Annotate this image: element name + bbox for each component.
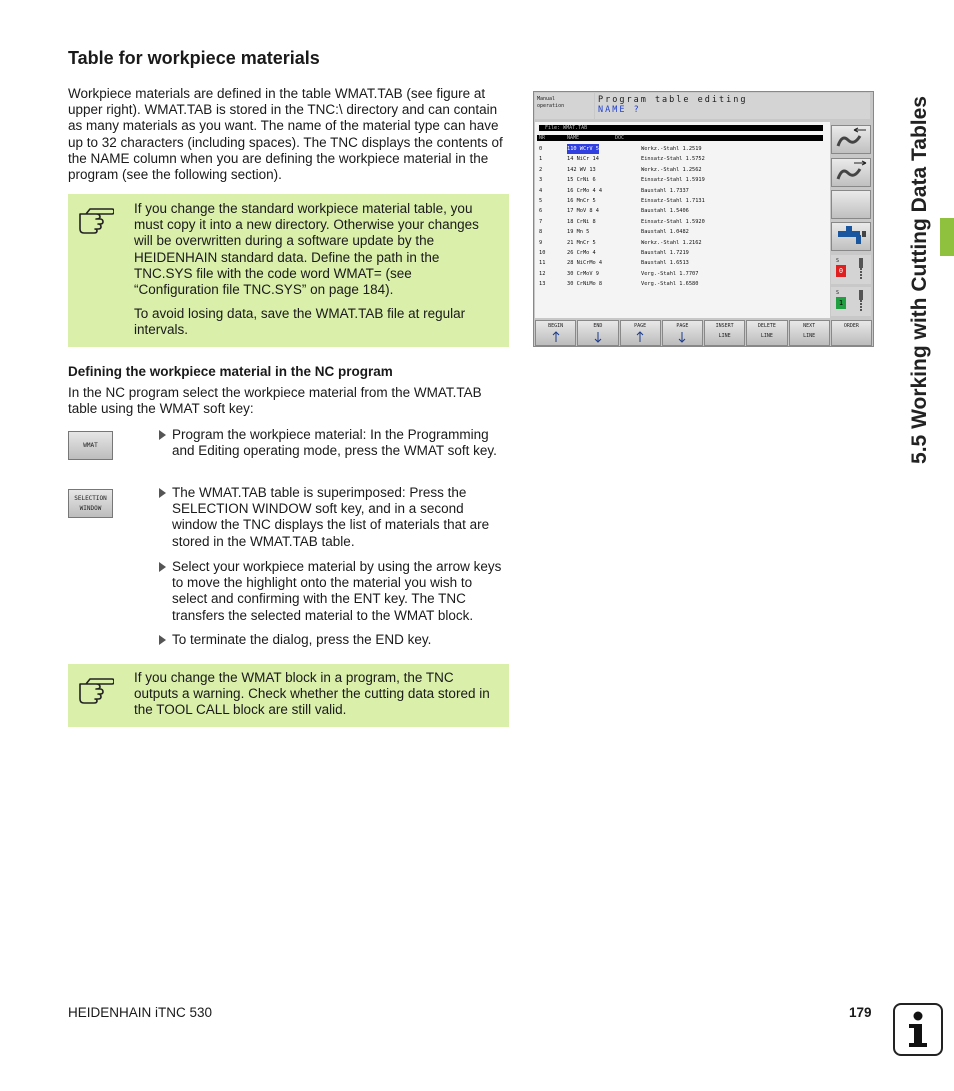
table-row[interactable] <box>537 175 827 185</box>
cell-nr: 3 <box>539 177 543 184</box>
info-icon <box>893 1003 943 1056</box>
softkey-label: BEGIN <box>548 323 564 329</box>
spindle-icon <box>855 290 867 314</box>
softkey-next[interactable] <box>789 320 830 346</box>
softkey-end[interactable] <box>577 320 618 346</box>
cell-nr: 10 <box>539 250 546 256</box>
chapter-title: 5.5 Working with Cutting Data Tables <box>908 96 932 464</box>
side-key-blank <box>831 190 871 219</box>
softkey-label: END <box>593 323 603 329</box>
step-arrow-icon <box>159 430 166 440</box>
path-left-icon <box>832 126 870 153</box>
cell-name: 28 NiCrMo 4 <box>567 260 603 267</box>
softkey-label-2: LINE <box>718 333 731 339</box>
softkey-label: NEXT <box>803 323 816 329</box>
table-row[interactable] <box>537 186 827 196</box>
table-row[interactable] <box>537 227 827 237</box>
cell-doc: Baustahl 1.7337 <box>641 187 689 194</box>
note-paragraph: If you change the WMAT block in a program, the TNC outputs a warning. Check whether the cutting data stored in the TOOL CALL block are still valid. <box>134 670 490 718</box>
softkey-begin[interactable] <box>535 320 576 346</box>
cell-name: 110 WCrV 5 <box>567 146 599 152</box>
dialog-prompt: NAME ? <box>598 105 641 115</box>
cell-doc: Werkz.-Stahl 1.2162 <box>641 239 702 246</box>
cell-nr: 4 <box>539 187 543 194</box>
info-glyph <box>895 1005 941 1054</box>
spindle-icon <box>855 258 867 282</box>
pointing-hand-icon <box>78 674 114 704</box>
path-right-icon <box>832 159 870 186</box>
footer-manual-name: HEIDENHAIN iTNC 530 <box>68 1005 213 1020</box>
step-text: The WMAT.TAB table is superimposed: Press the SELECTION WINDOW soft key, and in a second window the TNC displays the list of materials that are stored in the WMAT.TAB table. <box>172 485 490 549</box>
cell-nr: 6 <box>539 208 543 215</box>
cell-doc: Einsatz-Stahl 1.7131 <box>641 198 705 204</box>
cell-name: 19 Mn 5 <box>567 229 590 236</box>
cell-doc: Baustahl 1.5406 <box>641 208 689 215</box>
cell-nr: 13 <box>539 281 546 288</box>
mode-display <box>535 93 594 119</box>
step-item <box>159 485 511 550</box>
table-row[interactable] <box>537 238 827 248</box>
spindle-override <box>831 255 871 284</box>
side-key <box>831 158 871 187</box>
cell-nr: 12 <box>539 270 546 277</box>
arrow-down-icon <box>593 331 603 343</box>
cell-doc: Einsatz-Stahl 1.5920 <box>641 218 705 225</box>
note-box <box>68 194 509 347</box>
col-header-doc: DOC <box>615 135 625 141</box>
side-key <box>831 125 871 154</box>
cell-nr: 7 <box>539 218 543 225</box>
cell-name: 30 CrMoV 9 <box>567 270 599 277</box>
table-row[interactable] <box>537 154 827 164</box>
step-arrow-icon <box>159 635 166 645</box>
softkey-label: ORDER <box>843 323 859 329</box>
softkey-label-2: LINE <box>760 333 773 339</box>
softkey-order[interactable] <box>831 320 872 346</box>
cell-doc: Baustahl 1.0482 <box>641 229 689 236</box>
cell-doc: Baustahl 1.7219 <box>641 250 689 256</box>
softkey-label: INSERT <box>715 323 734 329</box>
cell-name: 14 NiCr 14 <box>567 156 599 163</box>
table-row[interactable] <box>537 217 827 227</box>
softkey-label: PAGE <box>676 323 689 329</box>
cell-nr: 0 <box>539 146 543 152</box>
step-item <box>159 632 511 648</box>
cell-nr: 11 <box>539 260 546 267</box>
note-paragraph-1: If you change the standard workpiece material table, you must copy it into a new directory. Otherwise your changes will be overwritten during a software update by the HEIDENHAIN standard data. Define the path in the TNC.SYS file with the code word WMAT= (see “Configuration file TNC.SYS” on page 184). <box>134 201 479 298</box>
spindle-off-indicator: 0 <box>836 265 846 277</box>
wmat-softkey <box>68 431 113 460</box>
softkey-delete[interactable] <box>746 320 787 346</box>
selection-softkey-label-2: WINDOW <box>79 504 102 512</box>
spindle-on <box>831 287 871 316</box>
side-key <box>831 222 871 251</box>
mode-line-2: operation <box>537 103 565 109</box>
cell-name: 16 MnCr 5 <box>567 198 596 204</box>
cell-doc: Verg.-Stahl 1.6580 <box>641 281 699 288</box>
step-arrow-icon <box>159 562 166 572</box>
selection-softkey-label-1: SELECTION <box>74 494 107 502</box>
tnc-screen-figure <box>533 91 874 347</box>
material-table <box>535 122 830 318</box>
cell-name: 26 CrMo 4 <box>567 250 596 256</box>
softkey-page[interactable] <box>620 320 661 346</box>
table-row[interactable] <box>537 279 827 289</box>
note-paragraph-2: To avoid losing data, save the WMAT.TAB file at regular intervals. <box>134 306 466 338</box>
arrow-up-icon <box>551 331 561 343</box>
cell-doc: Werkz.-Stahl 1.2519 <box>641 146 702 152</box>
program-title: Program table editing <box>598 95 748 105</box>
col-header-name: NAME <box>567 135 580 141</box>
spindle-s-label: S <box>836 290 840 296</box>
cell-name: 142 WV 13 <box>567 166 596 173</box>
cell-name: 21 MnCr 5 <box>567 239 596 246</box>
subsection-intro: In the NC program select the workpiece material from the WMAT.TAB table using the WMAT soft key: <box>68 385 482 417</box>
cell-name: 15 CrNi 6 <box>567 177 596 184</box>
cell-name: 17 MoV 8 4 <box>567 208 599 215</box>
step-item <box>159 559 511 624</box>
cell-name: 18 CrNi 8 <box>567 218 596 225</box>
cell-nr: 9 <box>539 239 543 246</box>
cell-nr: 2 <box>539 166 543 173</box>
softkey-label: DELETE <box>757 323 776 329</box>
softkey-label: PAGE <box>634 323 647 329</box>
spindle-on-indicator: 1 <box>836 297 846 309</box>
cell-nr: 8 <box>539 229 543 236</box>
cell-name: 30 CrNiMo 8 <box>567 281 603 288</box>
pointing-hand-icon <box>78 204 114 234</box>
chapter-tab-marker <box>940 218 954 256</box>
table-row[interactable] <box>537 258 827 268</box>
softkey-label-2: LINE <box>803 333 816 339</box>
cell-nr: 1 <box>539 156 543 163</box>
step-text: To terminate the dialog, press the END key. <box>172 632 432 647</box>
step-text: Select your workpiece material by using the arrow keys to move the highlight onto the material you wish to select and confirming with the ENT key. The TNC transfers the selected material to the WMAT block. <box>172 559 502 623</box>
cell-nr: 5 <box>539 198 543 204</box>
spindle-s-label: S <box>836 258 840 264</box>
arrow-down-icon <box>677 331 687 343</box>
table-row[interactable] <box>537 144 827 154</box>
page-number: 179 <box>849 1005 872 1020</box>
file-label: File: WMAT.TAB <box>539 125 823 131</box>
step-item <box>159 427 511 459</box>
table-row[interactable] <box>537 196 827 206</box>
wmat-softkey-label: WMAT <box>83 441 98 449</box>
side-softkeys <box>830 122 873 318</box>
cell-doc: Einsatz-Stahl 1.5919 <box>641 177 705 184</box>
selection-window-softkey <box>68 489 113 518</box>
coolant-tap-icon <box>832 223 870 250</box>
table-row[interactable] <box>537 248 827 258</box>
softkey-insert[interactable] <box>704 320 745 346</box>
table-row[interactable] <box>537 269 827 279</box>
subsection-title: Defining the workpiece material in the NC program <box>68 364 393 379</box>
chapter-sidebar <box>900 40 940 520</box>
intro-paragraph: Workpiece materials are defined in the table WMAT.TAB (see figure at upper right). WMAT.TAB is stored in the TNC:\ directory and can contain as many materials as you want. The name of the material type can have up to 32 characters (including spaces). The TNC displays the contents of the NAME column when you are defining the workpiece material in the program (see the following section). <box>68 86 503 183</box>
softkey-page[interactable] <box>662 320 703 346</box>
table-row[interactable] <box>537 165 827 175</box>
mode-line-1: Manual <box>537 96 556 102</box>
note-box <box>68 664 509 727</box>
cell-doc: Einsatz-Stahl 1.5752 <box>641 156 705 163</box>
cell-name: 16 CrMo 4 4 <box>567 187 603 194</box>
col-header-nr: NR <box>539 135 546 141</box>
cell-doc: Verg.-Stahl 1.7707 <box>641 270 699 277</box>
table-header <box>537 135 823 141</box>
arrow-up-icon <box>635 331 645 343</box>
table-row[interactable] <box>537 206 827 216</box>
softkey-row <box>535 320 873 346</box>
step-text: Program the workpiece material: In the Programming and Editing operating mode, press the WMAT soft key. <box>172 427 497 459</box>
step-arrow-icon <box>159 488 166 498</box>
cell-doc: Baustahl 1.6513 <box>641 260 689 267</box>
program-mode-display <box>595 93 870 119</box>
cell-doc: Werkz.-Stahl 1.2562 <box>641 166 702 173</box>
section-title: Table for workpiece materials <box>68 48 320 68</box>
